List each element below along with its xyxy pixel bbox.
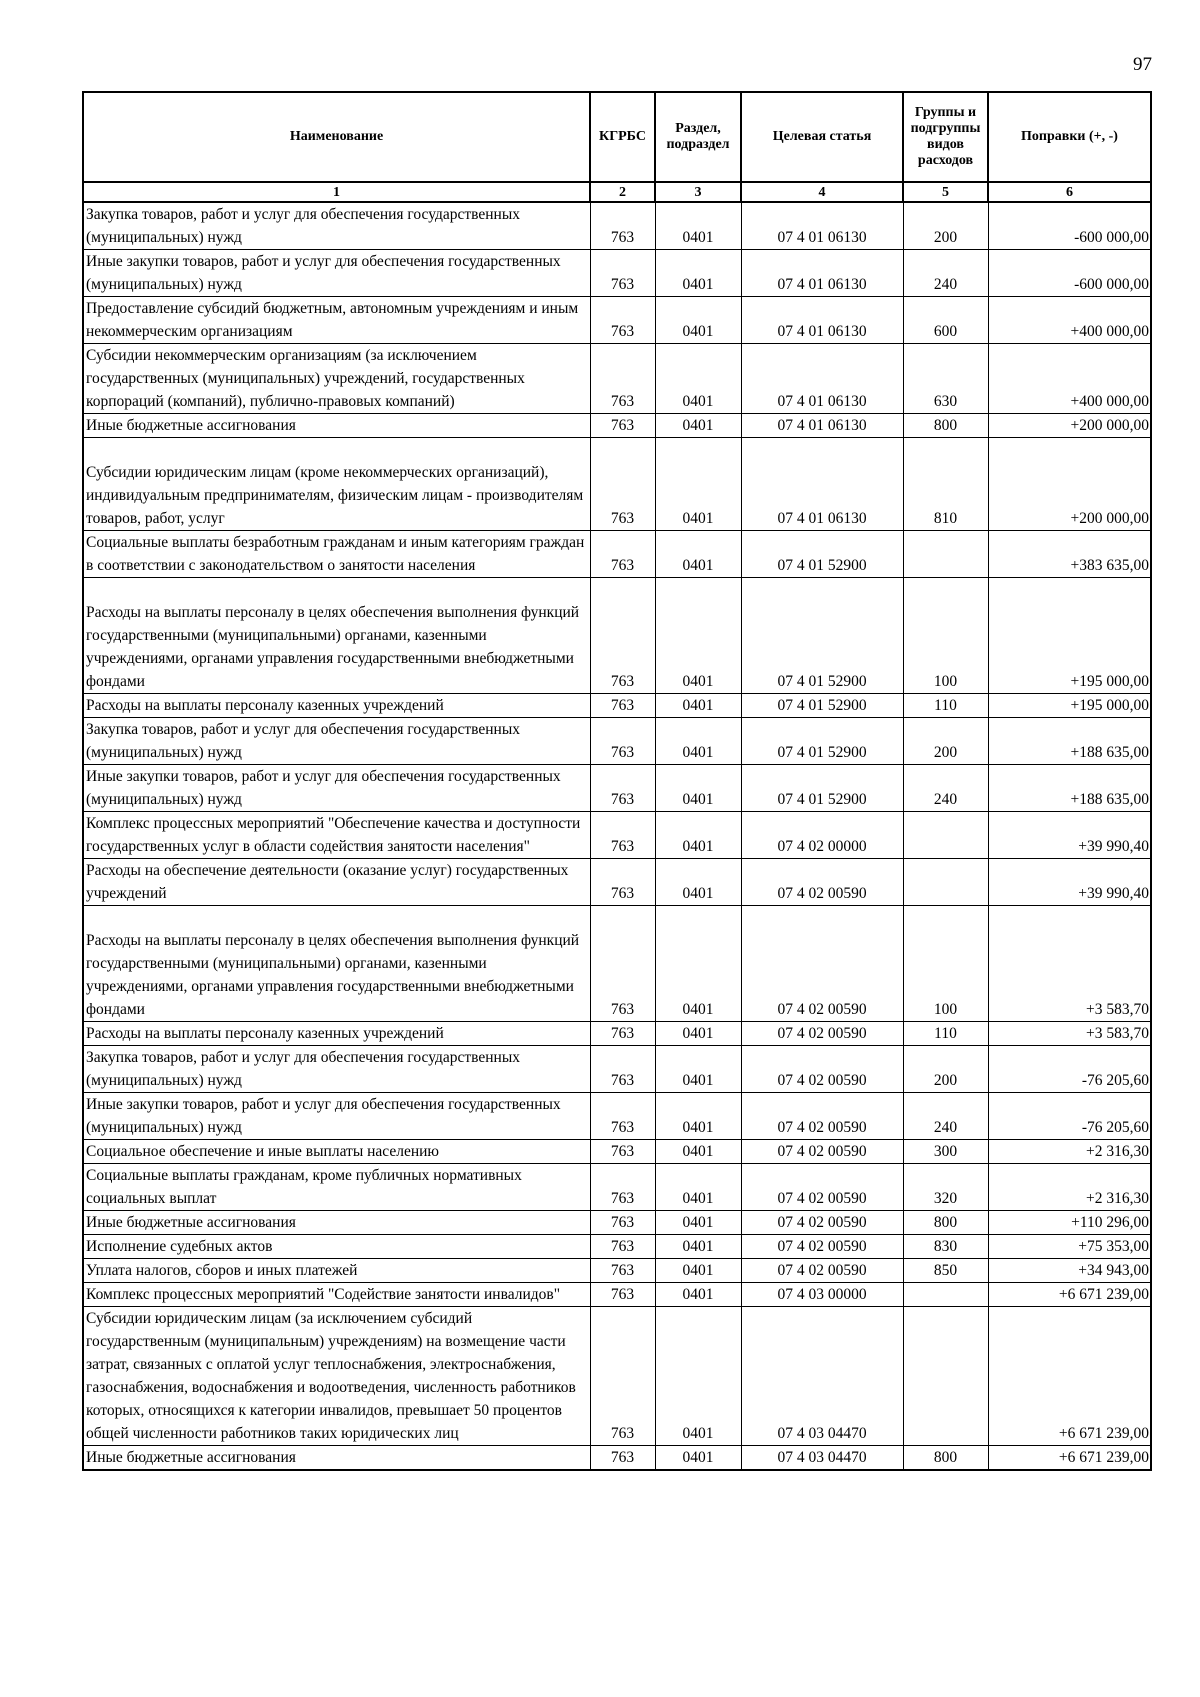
- row-target-item: 07 4 02 00590: [741, 1259, 903, 1283]
- row-section: 0401: [655, 1259, 741, 1283]
- row-expense-group: 800: [903, 1211, 988, 1235]
- table-row: [83, 694, 1151, 718]
- table-row: [83, 1022, 1151, 1046]
- row-name: Уплата налогов, сборов и иных платежей: [83, 1259, 590, 1283]
- row-name: Закупка товаров, работ и услуг для обеспечения государственных (муниципальных) нужд: [83, 1046, 590, 1093]
- row-kgrbs: 763: [590, 718, 655, 765]
- row-expense-group: [903, 531, 988, 578]
- table-row: [83, 578, 1151, 694]
- row-target-item: 07 4 02 00590: [741, 1093, 903, 1140]
- row-target-item: 07 4 02 00590: [741, 1164, 903, 1211]
- row-name: Закупка товаров, работ и услуг для обеспечения государственных (муниципальных) нужд: [83, 202, 590, 250]
- column-header-section: Раздел, подраздел: [655, 92, 741, 182]
- row-target-item: 07 4 03 04470: [741, 1307, 903, 1446]
- row-section: 0401: [655, 344, 741, 414]
- table-row: [83, 718, 1151, 765]
- row-target-item: 07 4 03 04470: [741, 1446, 903, 1471]
- row-amendment: +200 000,00: [988, 438, 1151, 531]
- row-name: Иные закупки товаров, работ и услуг для обеспечения государственных (муниципальных) нужд: [83, 1093, 590, 1140]
- row-section: 0401: [655, 694, 741, 718]
- row-expense-group: [903, 859, 988, 906]
- column-header-expense-groups: Группы и подгруппы видов расходов: [903, 92, 988, 182]
- row-target-item: 07 4 01 06130: [741, 414, 903, 438]
- row-name: Социальные выплаты гражданам, кроме публичных нормативных социальных выплат: [83, 1164, 590, 1211]
- row-section: 0401: [655, 202, 741, 250]
- row-expense-group: 630: [903, 344, 988, 414]
- row-amendment: +6 671 239,00: [988, 1283, 1151, 1307]
- row-expense-group: 800: [903, 1446, 988, 1471]
- row-kgrbs: 763: [590, 812, 655, 859]
- row-kgrbs: 763: [590, 1046, 655, 1093]
- row-amendment: -76 205,60: [988, 1046, 1151, 1093]
- row-target-item: 07 4 02 00590: [741, 1140, 903, 1164]
- row-section: 0401: [655, 297, 741, 344]
- column-number: 3: [655, 182, 741, 202]
- row-section: 0401: [655, 1093, 741, 1140]
- table-row: [83, 1235, 1151, 1259]
- row-section: 0401: [655, 906, 741, 1022]
- row-amendment: +110 296,00: [988, 1211, 1151, 1235]
- row-target-item: 07 4 01 52900: [741, 694, 903, 718]
- row-name: Иные закупки товаров, работ и услуг для обеспечения государственных (муниципальных) нужд: [83, 250, 590, 297]
- row-name: Социальные выплаты безработным гражданам и иным категориям граждан в соответствии с законодательством о занятости населения: [83, 531, 590, 578]
- row-amendment: +6 671 239,00: [988, 1307, 1151, 1446]
- row-section: 0401: [655, 531, 741, 578]
- row-name: Иные бюджетные ассигнования: [83, 1446, 590, 1471]
- table-row: [83, 344, 1151, 414]
- row-name: Расходы на выплаты персоналу казенных учреждений: [83, 1022, 590, 1046]
- row-kgrbs: 763: [590, 1283, 655, 1307]
- page-number: 97: [1133, 54, 1152, 75]
- table-row: [83, 202, 1151, 250]
- row-amendment: +200 000,00: [988, 414, 1151, 438]
- column-header-target-item: Целевая статья: [741, 92, 903, 182]
- row-name: Иные закупки товаров, работ и услуг для обеспечения государственных (муниципальных) нужд: [83, 765, 590, 812]
- column-number: 5: [903, 182, 988, 202]
- column-header-amendments: Поправки (+, -): [988, 92, 1151, 182]
- row-target-item: 07 4 01 06130: [741, 344, 903, 414]
- row-target-item: 07 4 01 52900: [741, 531, 903, 578]
- row-expense-group: [903, 812, 988, 859]
- row-kgrbs: 763: [590, 906, 655, 1022]
- table-row: [83, 1164, 1151, 1211]
- row-kgrbs: 763: [590, 1022, 655, 1046]
- row-name: Расходы на обеспечение деятельности (оказание услуг) государственных учреждений: [83, 859, 590, 906]
- row-kgrbs: 763: [590, 344, 655, 414]
- row-section: 0401: [655, 250, 741, 297]
- row-amendment: +3 583,70: [988, 906, 1151, 1022]
- column-number-row: [83, 182, 1151, 202]
- row-target-item: 07 4 01 52900: [741, 765, 903, 812]
- row-name: Расходы на выплаты персоналу в целях обеспечения выполнения функций государственными (муниципальными) органами, казенными учреждениями, органами управления государственными внебюджетными фондами: [83, 578, 590, 694]
- table-row: [83, 438, 1151, 531]
- row-name: Субсидии некоммерческим организациям (за исключением государственных (муниципальных) учреждений, государственных корпораций (компаний), публично-правовых компаний): [83, 344, 590, 414]
- row-expense-group: 240: [903, 1093, 988, 1140]
- row-expense-group: 240: [903, 765, 988, 812]
- table-row: [83, 1259, 1151, 1283]
- row-amendment: +2 316,30: [988, 1164, 1151, 1211]
- row-target-item: 07 4 02 00000: [741, 812, 903, 859]
- table-row: [83, 250, 1151, 297]
- row-amendment: +6 671 239,00: [988, 1446, 1151, 1471]
- row-expense-group: [903, 1307, 988, 1446]
- header-row: [83, 92, 1151, 182]
- row-kgrbs: 763: [590, 1446, 655, 1471]
- row-expense-group: 810: [903, 438, 988, 531]
- row-name: Закупка товаров, работ и услуг для обеспечения государственных (муниципальных) нужд: [83, 718, 590, 765]
- table-row: [83, 1211, 1151, 1235]
- row-amendment: -76 205,60: [988, 1093, 1151, 1140]
- row-section: 0401: [655, 1446, 741, 1471]
- row-expense-group: 100: [903, 906, 988, 1022]
- table-row: [83, 906, 1151, 1022]
- row-amendment: +34 943,00: [988, 1259, 1151, 1283]
- column-number: 2: [590, 182, 655, 202]
- row-kgrbs: 763: [590, 202, 655, 250]
- row-name: Социальное обеспечение и иные выплаты населению: [83, 1140, 590, 1164]
- row-kgrbs: 763: [590, 438, 655, 531]
- row-target-item: 07 4 01 06130: [741, 250, 903, 297]
- row-expense-group: 830: [903, 1235, 988, 1259]
- row-name: Предоставление субсидий бюджетным, автономным учреждениям и иным некоммерческим организациям: [83, 297, 590, 344]
- table-row: [83, 859, 1151, 906]
- row-section: 0401: [655, 1046, 741, 1093]
- row-target-item: 07 4 02 00590: [741, 1211, 903, 1235]
- column-number: 1: [83, 182, 590, 202]
- row-expense-group: 850: [903, 1259, 988, 1283]
- table-row: [83, 297, 1151, 344]
- row-target-item: 07 4 03 00000: [741, 1283, 903, 1307]
- row-kgrbs: 763: [590, 1307, 655, 1446]
- row-kgrbs: 763: [590, 1211, 655, 1235]
- row-expense-group: 100: [903, 578, 988, 694]
- row-target-item: 07 4 02 00590: [741, 1022, 903, 1046]
- table-row: [83, 1093, 1151, 1140]
- table-row: [83, 414, 1151, 438]
- row-expense-group: 200: [903, 202, 988, 250]
- row-section: 0401: [655, 1140, 741, 1164]
- row-amendment: +188 635,00: [988, 718, 1151, 765]
- row-amendment: -600 000,00: [988, 202, 1151, 250]
- row-name: Субсидии юридическим лицам (кроме некоммерческих организаций), индивидуальным предпринимателям, физическим лицам - производителям товаров, работ, услуг: [83, 438, 590, 531]
- row-section: 0401: [655, 812, 741, 859]
- row-kgrbs: 763: [590, 1259, 655, 1283]
- row-kgrbs: 763: [590, 250, 655, 297]
- row-name: Исполнение судебных актов: [83, 1235, 590, 1259]
- row-section: 0401: [655, 1283, 741, 1307]
- row-target-item: 07 4 01 06130: [741, 297, 903, 344]
- row-expense-group: 800: [903, 414, 988, 438]
- row-name: Расходы на выплаты персоналу в целях обеспечения выполнения функций государственными (муниципальными) органами, казенными учреждениями, органами управления государственными внебюджетными фондами: [83, 906, 590, 1022]
- row-section: 0401: [655, 1211, 741, 1235]
- row-kgrbs: 763: [590, 414, 655, 438]
- row-section: 0401: [655, 414, 741, 438]
- row-name: Комплекс процессных мероприятий "Обеспечение качества и доступности государственных услуг в области содействия занятости населения": [83, 812, 590, 859]
- row-expense-group: 200: [903, 1046, 988, 1093]
- budget-amendments-table: [82, 91, 1152, 1471]
- row-section: 0401: [655, 765, 741, 812]
- row-expense-group: [903, 1283, 988, 1307]
- row-expense-group: 300: [903, 1140, 988, 1164]
- table-row: [83, 812, 1151, 859]
- row-target-item: 07 4 02 00590: [741, 1235, 903, 1259]
- table-row: [83, 1446, 1151, 1471]
- row-name: Иные бюджетные ассигнования: [83, 414, 590, 438]
- table-row: [83, 1046, 1151, 1093]
- row-target-item: 07 4 01 06130: [741, 202, 903, 250]
- row-amendment: +195 000,00: [988, 694, 1151, 718]
- row-kgrbs: 763: [590, 297, 655, 344]
- column-number: 4: [741, 182, 903, 202]
- table-row: [83, 1140, 1151, 1164]
- row-target-item: 07 4 02 00590: [741, 1046, 903, 1093]
- row-target-item: 07 4 02 00590: [741, 859, 903, 906]
- row-amendment: +2 316,30: [988, 1140, 1151, 1164]
- row-amendment: +188 635,00: [988, 765, 1151, 812]
- row-section: 0401: [655, 1235, 741, 1259]
- row-target-item: 07 4 01 52900: [741, 578, 903, 694]
- table-body: [83, 202, 1151, 1470]
- row-kgrbs: 763: [590, 1164, 655, 1211]
- column-header-name: Наименование: [83, 92, 590, 182]
- row-target-item: 07 4 02 00590: [741, 906, 903, 1022]
- row-target-item: 07 4 01 06130: [741, 438, 903, 531]
- row-kgrbs: 763: [590, 1235, 655, 1259]
- row-section: 0401: [655, 718, 741, 765]
- row-amendment: +383 635,00: [988, 531, 1151, 578]
- row-kgrbs: 763: [590, 578, 655, 694]
- row-section: 0401: [655, 1164, 741, 1211]
- row-amendment: -600 000,00: [988, 250, 1151, 297]
- row-amendment: +195 000,00: [988, 578, 1151, 694]
- row-section: 0401: [655, 859, 741, 906]
- row-section: 0401: [655, 578, 741, 694]
- row-expense-group: 240: [903, 250, 988, 297]
- row-kgrbs: 763: [590, 1093, 655, 1140]
- row-expense-group: 200: [903, 718, 988, 765]
- row-expense-group: 110: [903, 694, 988, 718]
- column-header-kgrbs: КГРБС: [590, 92, 655, 182]
- table-row: [83, 531, 1151, 578]
- row-section: 0401: [655, 438, 741, 531]
- row-name: Субсидии юридическим лицам (за исключением субсидий государственным (муниципальным) учреждениям) на возмещение части затрат, связанных с оплатой услуг теплоснабжения, электроснабжения, газоснабжения, водоснабжения и водоотведения, численность работников которых, относящихся к категории инвалидов, превышает 50 процентов общей численности работников таких юридических лиц: [83, 1307, 590, 1446]
- row-expense-group: 110: [903, 1022, 988, 1046]
- row-amendment: +39 990,40: [988, 812, 1151, 859]
- row-expense-group: 320: [903, 1164, 988, 1211]
- row-kgrbs: 763: [590, 694, 655, 718]
- row-amendment: +39 990,40: [988, 859, 1151, 906]
- row-section: 0401: [655, 1307, 741, 1446]
- row-amendment: +3 583,70: [988, 1022, 1151, 1046]
- row-name: Иные бюджетные ассигнования: [83, 1211, 590, 1235]
- row-kgrbs: 763: [590, 859, 655, 906]
- row-amendment: +400 000,00: [988, 297, 1151, 344]
- column-number: 6: [988, 182, 1151, 202]
- row-expense-group: 600: [903, 297, 988, 344]
- row-kgrbs: 763: [590, 531, 655, 578]
- row-name: Расходы на выплаты персоналу казенных учреждений: [83, 694, 590, 718]
- row-name: Комплекс процессных мероприятий "Содействие занятости инвалидов": [83, 1283, 590, 1307]
- row-kgrbs: 763: [590, 765, 655, 812]
- row-amendment: +75 353,00: [988, 1235, 1151, 1259]
- row-kgrbs: 763: [590, 1140, 655, 1164]
- row-section: 0401: [655, 1022, 741, 1046]
- table-row: [83, 1307, 1151, 1446]
- row-amendment: +400 000,00: [988, 344, 1151, 414]
- row-target-item: 07 4 01 52900: [741, 718, 903, 765]
- table-row: [83, 1283, 1151, 1307]
- table-row: [83, 765, 1151, 812]
